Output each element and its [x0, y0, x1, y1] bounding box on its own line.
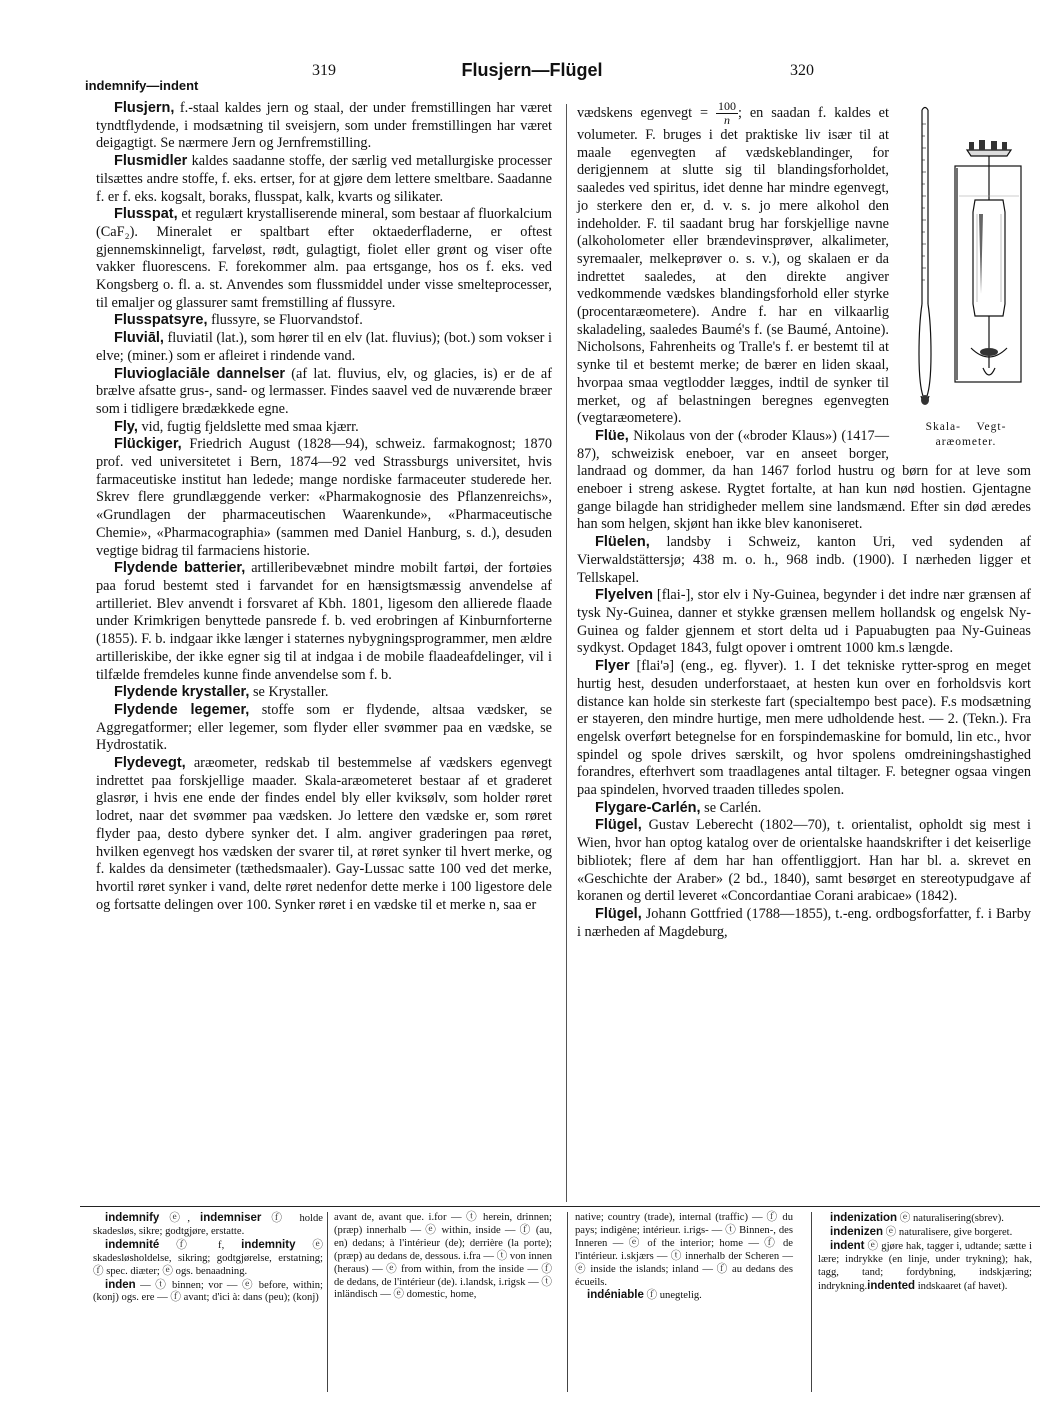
- footer-entry: [93, 1212, 323, 1239]
- fraction-numerator: 100: [717, 99, 736, 113]
- footer-text: ⓔ,: [159, 1213, 201, 1224]
- footer-text: ⓔ naturalisere, give borgeret.: [883, 1226, 1013, 1238]
- entry-fluvioglaciale: [96, 366, 552, 419]
- entry-flusspat: [96, 206, 552, 312]
- entry-text: kaldes saadanne stoffe, der særlig ved metallurgiske processer tilsættes andre stoffe, f. eks. ertser, for at gjøre dem lettere smeltbare. Saadanne f. er f. eks. kogsalt, boraks, flusspat, kalk, kvarts og silikater.: [96, 153, 552, 205]
- footer-text: ⓔ naturalisering(sbrev).: [897, 1213, 1004, 1224]
- footer-headword: indéniable: [587, 1289, 644, 1302]
- hydrometer-illustration: [905, 104, 1027, 422]
- headword: Flusmidler: [114, 153, 188, 170]
- headword: Flüe,: [595, 427, 629, 444]
- footer-text: ⓔ gjøre hak, tagger i, udtande; sætte i lære; indrykke (en linje, under trykning); hak, tagg, tand; fordybning, indskjæring; indrykning.: [818, 1240, 1032, 1292]
- footer-headword: indemnify: [105, 1212, 160, 1224]
- column-divider: [566, 104, 567, 1202]
- footer-column-2: [334, 1212, 552, 1302]
- footer-text: ⓔ skadesløsholdelse, sikring; godtgjørelse, erstatning; ⓕ spec. diæter; ⓔ ogs. benaadning.: [93, 1239, 323, 1277]
- entry-text: fluviatil (lat.), som hører til en elv (lat. fluvius); (bot.) som vokser i elve; (miner.) som er afleiret i rindende vand.: [96, 330, 552, 364]
- headword: Flügel,: [595, 817, 642, 834]
- footer-entry: [93, 1239, 323, 1279]
- right-column: [577, 100, 1031, 941]
- headword: Flydevegt,: [114, 755, 186, 772]
- footer-headword: indented: [867, 1279, 916, 1292]
- formula-suffix: ; en saadan f. kaldes et volumeter. F. bruges i det praktiske liv især til at maale egenvegten af vædskeblandinger, for derigjennem at slutte sig til blandingsforholdet, saaledes ved spiritus, idet denne har mindre egenvegt, jo sterkere den er, d. v. s. jo mere alkohol den indeholder. F. til saadant brug har forskjellige navne (alkoholometer eller brændevinsprøver, alkalimeter, syremaaler, melkeprøver o. s. v.), og skalaen er da indrettet saaledes, at den direkte angiver vedkommende vædskes blandingsforhold eller styrke (procentaræometere). Andre f. har en vilkaarlig skaladeling, saaledes Baumé's f. (se Baumé, Antoine). Nicholsons, Fahrenheits og Tralle's f. er bestemt til at synke til et bestemt merke; de bærer en liden skaal, hvorpaa smaa vegtlodder lægges, indtil de synker til merket, og af belastningen beregnes egenvegten (vegtaræometere).: [577, 104, 889, 427]
- entry-flugel-gustav: [577, 817, 1031, 906]
- headword: Flygare-Carlén,: [595, 799, 701, 816]
- page-number-right: 320: [790, 62, 814, 79]
- headword: Flydende legemer,: [114, 701, 250, 718]
- hydrometer-figure: [901, 104, 1031, 456]
- entry-text: (af lat. fluvius, elv, og glacies, is) er de af brælve afsatte grus-, sand- og lermasser. Findes saavel ved de nuværende bræer som i tidligere brædækkede egne.: [96, 365, 552, 417]
- entry-text: Friedrich August (1828—94), schweiz. farmakognost; 1870 prof. ved universitetet i Bern, 1874—92 ved Strassburgs universitet, hvis farmaceutiske institut han ledede; mange nordiske farmaceuter studerede her. Skrev flere grundlæggende verker: «Pharmakognosie des Pflanzenreichs», «Grundlagen der pharmaceutischen Waarenkunde», «Pharmaceutische Chemie», «Pharmacographia» (sammen med Daniel Hanburg, s. d.), desuden vegtige bidrag til farmaciens historie.: [96, 436, 552, 559]
- footer-divider: [80, 1206, 1040, 1207]
- headword: Flyer: [595, 658, 630, 675]
- headword: Flyelven: [595, 587, 654, 604]
- entry-text: et regulært krystalliserende mineral, som bestaar af fluorkalcium (CaF₂). Mineralet er spaltbart efter oktaederfladerne, er oftest gjennemskinneligt, farveløst, rødt, gulagtigt, fiolet eller grønt og viser ofte vakker fluorescens. F. forekommer alm. paa ertsgange, hos os f. eks. ved Kongsberg o. fl. a. st. Anvendes som flussmiddel under visse smelteprocesser, til emaljer og glassurer samt fremstilling af flussyre.: [96, 206, 552, 311]
- footer-entry: [818, 1212, 1032, 1226]
- footer-headword: indenization: [830, 1212, 898, 1224]
- entry-text: Nikolaus von der («broder Klaus») (1417—87), schweizisk eneboer, var en anseet borger, landraad og dommer, da han 1467 forlod hustru og børn for at leve som eneboer i streng askese. Rygtet fortalte, at han kun nød hostien. Gjentagne gange bilagde han stridigheder mellem sine landsmænd. Efter sin død æredes han som helgen, skjønt han ikke blev kanoniseret.: [577, 427, 1031, 533]
- entry-flyelven: [577, 587, 1031, 658]
- entry-fluvial: [96, 330, 552, 365]
- entry-fly: [96, 419, 552, 437]
- caption-skala: Skala-: [925, 421, 961, 433]
- headword: Flydende krystaller,: [114, 684, 250, 701]
- footer-text: ⓕ holde skadesløs, sikre; godtgjøre, erstatte.: [93, 1213, 323, 1237]
- entry-flugel-johann: [577, 906, 1031, 941]
- entry-text: Johann Gottfried (1788—1855), t.-eng. ordbogsforfatter, f. i Barby i nærheden af Magdeburg,: [577, 905, 1031, 940]
- entry-flusmidler: [96, 153, 552, 206]
- entry-flyer: [577, 658, 1031, 800]
- footer-entry: [575, 1289, 793, 1303]
- entry-flygare-carlen: [577, 800, 1031, 818]
- entry-flusjern: [96, 100, 552, 153]
- formula-prefix: vædskens egenvegt =: [577, 104, 716, 121]
- footer-entry: [818, 1240, 1032, 1294]
- footer-entry: native; country (trade), internal (traffic) — ⓕ du pays; indigène; intérieur. i.rigs- — ⓣ Binnen-, des Inneren — ⓔ of the interior; home — ⓕ de l'intérieur. i.skjærs — ⓣ innerhalb der Scheren — ⓔ inside the islands; inland — ⓕ au dedans des écueils.: [575, 1212, 793, 1288]
- footer-text: indskaaret (af havet).: [915, 1280, 1008, 1292]
- entry-text: landsby i Schweiz, kanton Uri, ved sydenden af Vierwaldstättersjø; 438 m. o. h., 968 indb. (1900). I nærheden ligger et Tellskapel.: [577, 534, 1031, 586]
- entry-text: aræometer, redskab til bestemmelse af vædskers egenvegt indrettet paa forskjellige maader. Skala-aræometeret bestaar af et graderet glasrør, i hvis ene ende der findes endel bly eller kviksølv, som holder røret lodret, naar det svømmer paa vædsken. Jo lettere den vædske er, som røret flyder paa, desto dybere synker det. I alm. angiver graderingen paa røret, hvilken egenvegt hos vædsken der svarer til, at røret synker til hvert merke, og f. kaldes da densimeter (tæthedsmaaler). Gay-Lussac satte 100 ved det merke, hvortil røret synker i vand, delte røret nedenfor dette merke i 100 ligestore dele og fortsatte delingen over 100. Synker røret i en vædske til et merke n, saa er: [96, 755, 552, 913]
- footer-column-4: [818, 1212, 1032, 1293]
- entry-text: se Carlén.: [700, 799, 762, 816]
- entry-text: Gustav Leberecht (1802—70), t. orientalist, opholdt sig mest i Wien, hvor han optog katalog over de orientalske haandskrifter i det keiserlige bibliotek; flere af dem har han offentliggjort. Han har bl. a. skrevet en «Geschichte der Araber» (2 bd., 1840), samt besørget en stereotypudgave af koranen og dertil leveret «Concordantiae Corani arabicae» (1842).: [577, 817, 1031, 905]
- headword: Flügel,: [595, 905, 642, 922]
- headword: Flydende batterier,: [114, 560, 246, 577]
- footer-headword: indenizen: [830, 1225, 884, 1238]
- fraction-denominator: n: [723, 113, 730, 127]
- entry-fluckiger: [96, 436, 552, 560]
- footer-text: ⓕ unegtelig.: [643, 1290, 702, 1302]
- footer-text: ⓕ f,: [159, 1239, 242, 1251]
- page-number-left: 319: [312, 62, 336, 79]
- footer-column-divider: [811, 1212, 812, 1392]
- headword: Flusjern,: [114, 100, 175, 116]
- entry-fluelen: [577, 534, 1031, 587]
- entry-text: vid, fugtig fjeldslette med smaa kjærr.: [137, 418, 359, 435]
- caption-vegt: Vegt-: [976, 421, 1007, 433]
- headword: Flusspatsyre,: [114, 312, 208, 329]
- entry-flydende-krystaller: [96, 684, 552, 702]
- headword: Fluviāl,: [114, 330, 164, 347]
- entry-flydende-batterier: [96, 560, 552, 684]
- entry-text: stoffe som er flydende, altsaa vædsker, se Aggregatformer; eller legemer, som flyder eller svømmer paa en vædske, se Hydrostatik.: [96, 701, 552, 754]
- entry-text: [flai-], stor elv i Ny-Guinea, begynder i det indre nær grænsen af tysk Ny-Guinea, danner et stykke grænsen mellem hollandsk og engelsk Ny-Guinea og falder gjennem et stort delta ud i Papuabugten paa Ny-Guineas sydkyst. Opdaget 1843, fulgt opover i omtrent 1000 km.s længde.: [577, 587, 1031, 657]
- footer-headword: inden: [105, 1278, 136, 1291]
- footer-headword: indent: [830, 1239, 865, 1252]
- footer-entry: [818, 1226, 1032, 1240]
- entry-text: [flai'ə] (eng., eg. flyver). 1. I det tekniske rytter-sprog en meget hurtig hest, desuden underforstaaet, at hesten kun over en forholdsvis kort distance kan holde sin sterkeste fart (specialtempo best pace). F.s modsætning er stayeren, den mindre hurtige, men mere udholdende hest. — 2. (Tekn.). Fra engelsk overført betegnelse for en forspindemaskine for bomuld, lin etc., hvor spindel og spole drives særskilt, og hvor spolens omdreiningshastighed forandres, efterhvert som traadlagenes antal tiltager. F. betegner ogsaa vingen paa spindelen, hvorved traaden tilledes spolen.: [577, 658, 1031, 799]
- headword: Flusspat,: [114, 206, 178, 223]
- entry-flydende-legemer: [96, 702, 552, 755]
- footer-headword: indemniser: [200, 1212, 262, 1224]
- footer-column-divider: [567, 1212, 568, 1392]
- footer-column-1: [93, 1212, 323, 1305]
- entry-text: artilleribevæbnet mindre mobilt fartøi, der fortøies paa forud bestemt sted i farvandet for en hænsigtsmæssig anvendelse af artilleriet. Blev anvendt i forsvaret af Kbh. 1801, ligesom den allierede flaade under Krimkrigen benyttede pansrede f. b. ved erobringen af Kinburnforterne (1855). F. b. indgaar ikke længer i staternes nybygningsprogrammer, men ældre artilleriskibe, der ikke egner sig til at indgaa i de mobile flaadeafdelinger, vil i tilfælde fremdeles kunne finde anvendelse som f. b.: [96, 560, 552, 683]
- entry-text: flussyre, se Fluorvandstof.: [207, 312, 363, 329]
- header-keyword-range: indemnify—indent: [85, 78, 199, 93]
- entry-text: se Krystaller.: [249, 684, 329, 701]
- figure-caption: [901, 420, 1031, 450]
- footer-column-divider: [327, 1212, 328, 1392]
- left-column: [96, 100, 552, 914]
- entry-text: f.-staal kaldes jern og staal, der under fremstillingen har været tyndtflydende, i modsætning til sveisjern, som under fremstillingen har været deigagtigt. Se nærmere Jern og Jernfremstilling.: [96, 100, 552, 152]
- entry-flydevegt: [96, 755, 552, 914]
- headword: Flückiger,: [114, 436, 182, 453]
- entry-flusspatsyre: [96, 312, 552, 330]
- headword: Flüelen,: [595, 534, 650, 551]
- footer-entry: avant de, avant que. i.for — ⓣ herein, drinnen; (præp) innerhalb — ⓔ within, inside — ⓕ (au, en) dedans; à l'intérieur (de); derrière (la porte); (præp) au dedans de, dessous. i.fra — ⓣ von innen (heraus) — ⓔ from within, from the inside — ⓕ de dedans, de l'intérieur (de). i.landsk, i.rigsk — ⓣ inländisch — ⓔ domestic, home,: [334, 1212, 552, 1301]
- headword: Fly,: [114, 418, 138, 435]
- footer-headword: indemnity: [241, 1238, 296, 1251]
- page-title: Flusjern—Flügel: [461, 60, 603, 80]
- footer-text: — ⓣ binnen; vor — ⓔ before, within; (konj) ogs. ere — ⓕ avant; d'ici à: dans (peu); (konj): [93, 1279, 323, 1304]
- footer-column-3: [575, 1212, 793, 1303]
- fraction: [716, 100, 738, 127]
- headword: Fluvioglaciāle dannelser: [114, 365, 286, 382]
- caption-araeometer: aræometer.: [935, 436, 997, 448]
- footer-headword: indemnité: [105, 1238, 160, 1251]
- footer-entry: [93, 1279, 323, 1306]
